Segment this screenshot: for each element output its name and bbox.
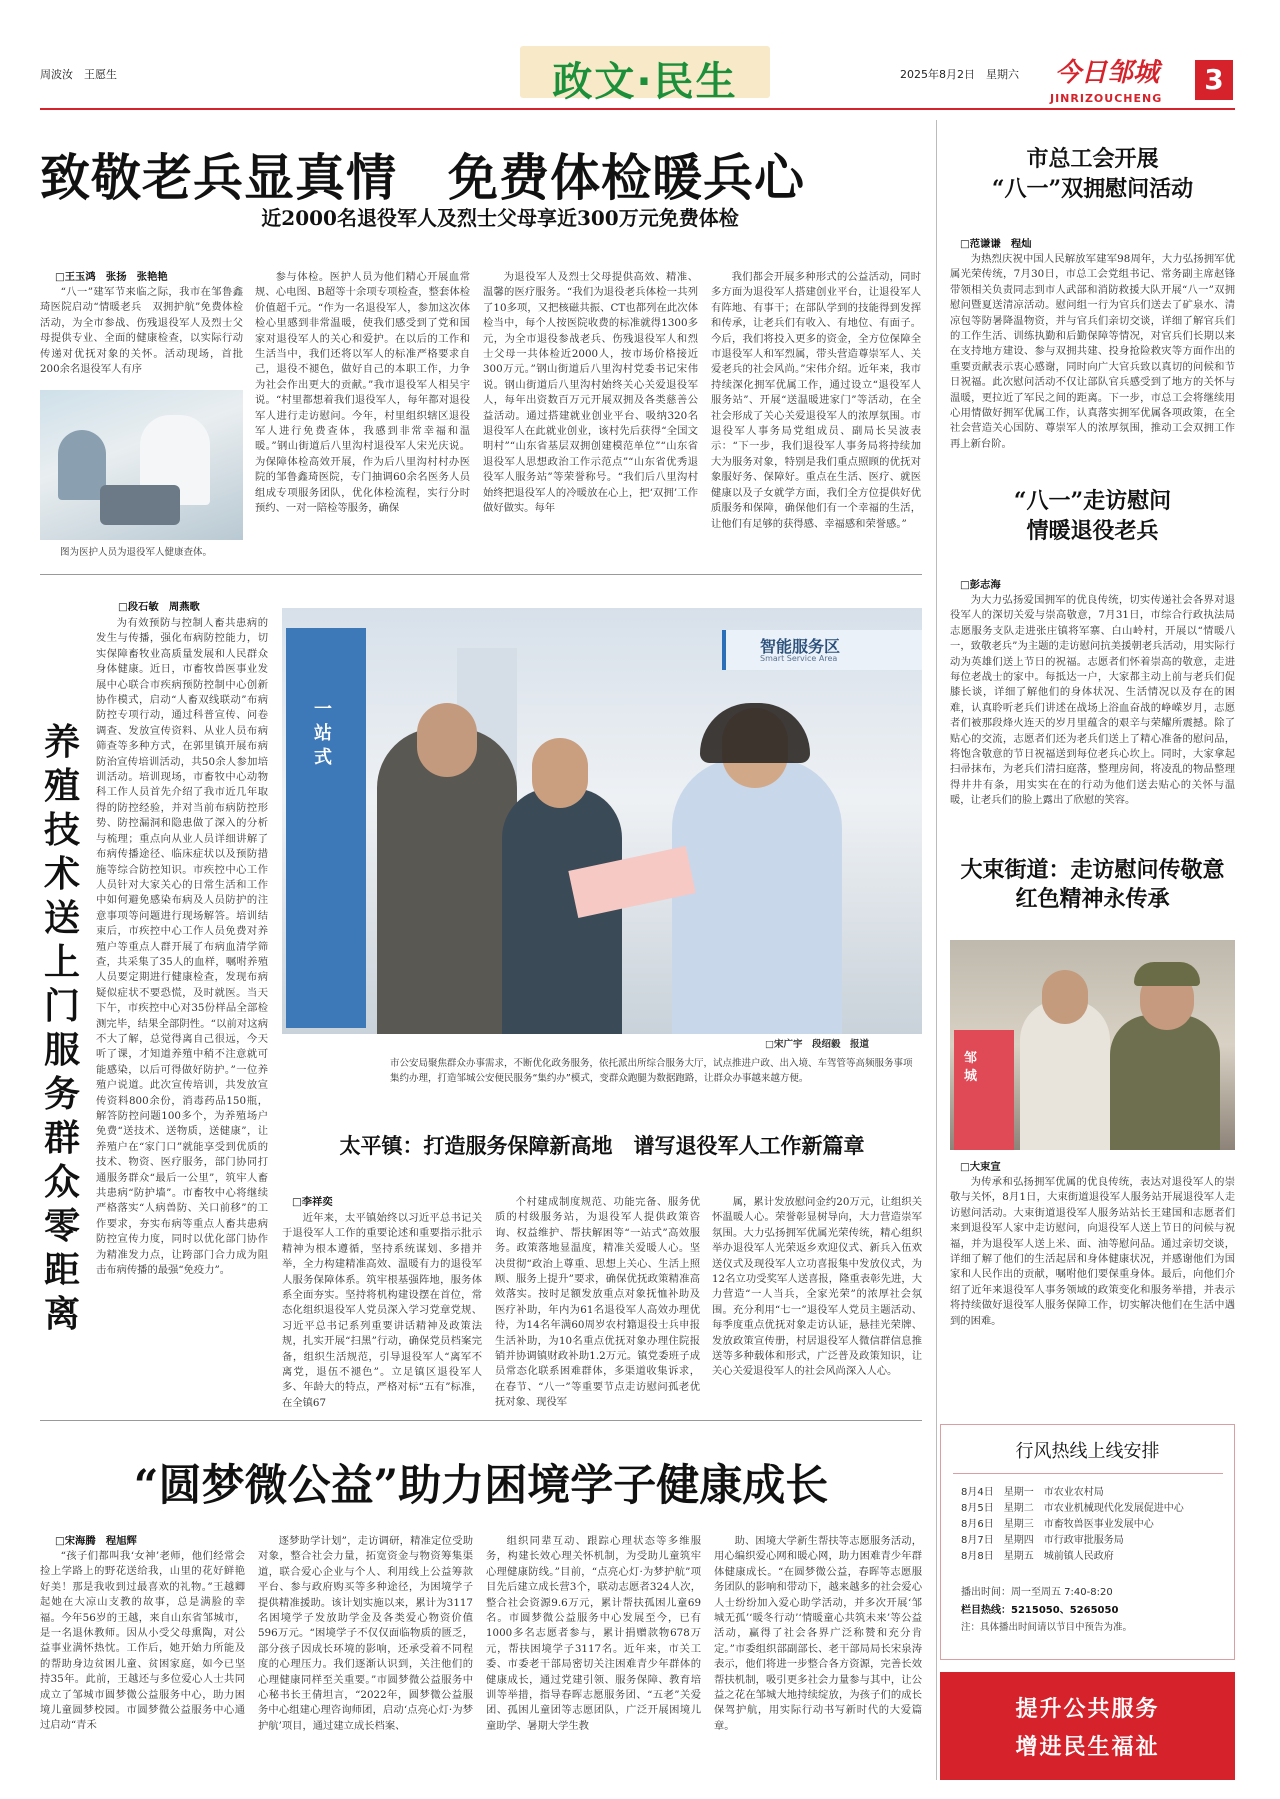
visit-byline: □彭志海 [960, 579, 1001, 591]
mid-rule [40, 1420, 922, 1421]
main-photo [282, 608, 922, 1034]
dadong-byline: □大束宣 [960, 1161, 1001, 1173]
taiping-headline: 太平镇：打造服务保障新高地 谱写退役军人工作新篇章 [339, 1133, 865, 1158]
union-headline-line1: 市总工会开展 [1026, 146, 1159, 172]
union-byline: □范谦谦 程灿 [960, 238, 1032, 250]
dream-column-3: 组织同辈互动、跟踪心理状态等多维服务，构建长效心理关怀机制，为受助儿童筑牢心理健康防线。”目前，“点亮心灯·为梦护航”项目先后建立成长营3个，联动志愿者324人次，整合社会资源9.6万元，累计帮扶孤困儿童69名。市圆梦微公益服务中心发展至今，已有1000多名志愿者参与，累计捐赠款物678万元，帮扶困境学子3117名。近年来，市关工委、市委老干部局密切关注困难青少年群体的健康成长，通过党建引领、服务保障、教育培训等举措，指导春晖志愿服务团、“五老”关爱团、孤困儿童团等志愿团队，广泛开展困境儿童助学、暑期大学生教 [486, 1535, 701, 1732]
officer [672, 758, 842, 1034]
lead-column-4: 我们都会开展多种形式的公益活动，同时多方面为退役军人搭建创业平台，让退役军人有阵地、有事干；在部队学到的技能得到发挥和传承，让老兵们有收入、有地位、有面子。今后，我们将投入更多的资金，全方位保障全市退役军人和军烈属，带头营造尊崇军人、关爱老兵的社会风尚。”宋伟介绍。近年来，我市持续深化拥军优属工作，通过设立“退役军人服务站”、开展“送温暖进家门”等活动，在全社会形成了关心关爱退役军人的浓厚氛围。市退役军人事务局党组成员、副局长吴波表示：“下一步，我们退役军人事务局将持续加大为服务对象，特别是我们重点照顾的优抚对象服好务、保障好。重点在生活、医疗、就医健康以及子女就学方面，我们全方位提供好优质服务和保障，确保他们有一个幸福的生活，让他们有足够的获得感、幸福感和荣誉感。” [711, 271, 921, 530]
lead-column-3: 为退役军人及烈士父母提供高效、精准、温馨的医疗服务。“我们为退役老兵体检一共列了10多项，又把核磁共振、CT也都列在此次体检当中，每个人按医院收费的标准就得1300多元，为全市退役参战老兵、伤残退役军人和烈士父母一共体检近2000人，按市场价格接近300万元。”钢山街道后八里沟村党委书记宋伟说。钢山街道后八里沟村始终关心关爱退役军人，每年出资数百万元开展双拥及各类慈善公益活动。通过搭建就业创业平台、吸纳320名退役军人在此就业创业，该村先后获得“全国文明村”“山东省基层双拥创建模范单位”“山东省退役军人思想政治工作示范点”“山东省优秀退役军人服务站”等荣誉称号。“我们后八里沟村始终把退役军人的冷暖放在心上，把‘双拥’工作做好做实。每年 [483, 271, 698, 515]
veteran [1110, 1015, 1220, 1150]
lead-photo [40, 390, 243, 540]
taiping-column-1: 近年来，太平镇始终以习近平总书记关于退役军人工作的重要论述和重要指示批示精神为根本遵循，坚持系统谋划、多措并举，全力构建精准高效、温暖有力的退役军人服务保障体系。筑牢根基强阵地，服务体系全面夯实。坚持将机构建设摆在首位，常态化组织退役军人党员深入学习党章党规、习近平总书记系列重要讲话精神及政策法规，扎实开展“扫黑”行动，确保党员档案完备，组织生活规范，引导退役军人“离军不离党，退伍不褪色”。立足镇区退役军人多、年龄大的特点，严格对标“五有”标准，在全镇67 [282, 1212, 482, 1409]
hotline-schedule [961, 1485, 1226, 1565]
lead-byline: □王玉鸿 张扬 张艳艳 [55, 271, 168, 283]
banner-stand: 邹城 [954, 1030, 1014, 1150]
service-area-sign: 智能服务区 Smart Service Area [722, 630, 922, 670]
lead-bottom-rule [40, 574, 922, 575]
breed-body: 为有效预防与控制人畜共患病的发生与传播，强化布病防控能力，切实保障畜牧业高质量发展和人民群众身体健康。近日，市畜牧兽医事业发展中心联合市疾病预防控制中心创新协作模式，启动“人畜双线联动”布病防控专项行动，通过科普宣传、问卷调查、发放宣传资料、从业人员布病筛查等多种方式，在郭里镇开展布病防治宣传培训活动，共50余人参加培训活动。培训现场，市畜牧中心动物科工作人员首先介绍了我市近几年取得的防控经验，并对当前布病防控形势、防控漏洞和隐患做了深入的分析与梳理；重点向从业人员详细讲解了布病传播途径、临床症状以及预防措施等综合防控知识。市疾控中心工作人员针对大家关心的日常生活和工作中如何避免感染布病及人员防护的注意事项等问题进行现场解答。培训结束后，市疾控中心工作人员免费对养殖户等重点人群开展了布病血清学筛查，共采集了35人的血样，嘱咐养殖人员要定期进行健康检查，发现布病疑似症状不要恐慌，及时就医。当天下午，市疾控中心对35份样品全部检测完毕，结果全部阴性。“以前对这病不大了解，总觉得离自己很远，今天听了课，才知道养殖中稍不注意就可能感染，以后可得做好防护。”一位养殖户说道。此次宣传培训，共发放宣传资料800余份，消毒药品150瓶，解答防控问题100多个，为养殖场户免费“送技术、送物质，送健康”，让养殖户在“家门口”就能享受到优质的技术、物资、医疗服务，部门协同打通服务群众“最后一公里”，筑牢人畜共患病“防护墙”。市畜牧中心将继续严格落实“人病兽防、关口前移”的工作要求，夯实布病等重点人畜共患病防控宣传力度，同时以优化部门协作为精准发力点，让跨部门合力成为阻击布病传播的最强“免疫力”。 [96, 617, 268, 1277]
hotline-phone: 栏目热线：5215050、5265050 [961, 1605, 1119, 1616]
dadong-headline-line2: 红色精神永传承 [1015, 886, 1170, 912]
masthead [0, 0, 1280, 110]
dadong-photo [950, 940, 1235, 1150]
lead-subheadline: 近2000名退役军人及烈士父母享近300万元免费体检 [261, 206, 739, 230]
page-number: 3 [1195, 60, 1233, 100]
taiping-byline: □李祥奕 [292, 1196, 333, 1208]
lead-photo-caption: 图为医护人员为退役军人健康查体。 [60, 547, 213, 558]
service-booth: 一站式 [286, 628, 366, 1028]
visit-headline-line2: 情暖退役老兵 [1026, 518, 1159, 544]
schedule-row: 8月6日 星期三 市畜牧兽医事业发展中心 [961, 1519, 1154, 1530]
schedule-row: 8月4日 星期一 市农业农村局 [961, 1487, 1104, 1498]
breed-headline: 养殖技术送上门 服务群众零距离 [43, 721, 117, 1335]
union-body: 为热烈庆祝中国人民解放军建军98周年，大力弘扬拥军优属光荣传统，7月30日，市总工会党组书记、常务副主席赵锋带领相关负责同志到市人武部和消防救援大队开展“八一”双拥慰问暨夏送清凉活动。慰问组一行为官兵们送去了矿泉水、清凉包等防暑降温物资，并与官兵们亲切交谈，详细了解官兵们的工作生活、训练执勤和后勤保障等情况，对官兵们长期以来在支持地方建设、参与双拥共建、投身抢险救灾等方面作出的重要贡献表示衷心感谢，同时向广大官兵致以真切的问候和节日祝福。此次慰问活动不仅让部队官兵感受到了地方的关怀与温暖，更拉近了军民之间的距离。下一步，市总工会将继续用心用情做好拥军优属工作，认真落实拥军优属各项政策，在全社会营造关心国防、尊崇军人的浓厚氛围，推动工会双拥工作再上新台阶。 [950, 253, 1235, 450]
dream-byline: □宋海腾 程旭辉 [55, 1535, 137, 1547]
hotline-title: 行风热线上线安排 [1015, 1441, 1160, 1462]
schedule-row: 8月7日 星期四 市行政审批服务局 [961, 1535, 1124, 1546]
lead-column-1: “八一”建军节来临之际，我市在邹鲁鑫琦医院启动“情暖老兵 双拥护航”免费体检活动，为全市参战、伤残退役军人及烈士父母提供专业、全面的健康检查，以实际行动传递对优抚对象的关怀。活动现场，首批200余名退役军人有序 [40, 286, 243, 376]
hotline-note: 注：具体播出时间请以节目中预告为准。 [961, 1622, 1133, 1633]
lead-headline: 致敬老兵显真情 免费体检暖兵心 [40, 148, 805, 207]
breed-byline: □段石敏 周燕歌 [118, 601, 200, 613]
right-column-divider [936, 120, 937, 1780]
paper-name: 今日邹城 [1055, 58, 1160, 88]
dadong-body: 为传承和弘扬拥军优属的优良传统，表达对退役军人的崇敬与关怀，8月1日，大束街道退役军人服务站开展退役军人走访慰问活动。大束街道退役军人服务站站长王建国和志愿者们来到退役军人家中走访慰问，向退役军人送上节日的问候与祝福，并为退役军人送上米、面、油等慰问品。通过亲切交谈，详细了解了他们的生活起居和身体健康状况，并感谢他们为国家和人民作出的贡献，嘱咐他们要保重身体。最后，向他们介绍了近年来退役军人事务领域的政策变化和服务举措，并表示将持续做好退役军人服务保障工作，切实解决他们在生活中遇到的困难。 [950, 1176, 1235, 1327]
union-headline-line2: “八一”双拥慰问活动 [991, 176, 1194, 202]
slogan-line-2: 增进民生福祉 [1015, 1735, 1160, 1760]
main-photo-caption: 市公安局聚焦群众办事需求，不断优化政务服务，依托派出所综合服务大厅，试点推进户政、出入境、车驾管等高频服务事项集约办理，打造邹城公安便民服务“集约办”模式，变群众跑腿为数据跑路，让群众办事越来越方便。 [390, 1058, 913, 1084]
hotline-box [940, 1424, 1235, 1660]
schedule-row: 8月5日 星期二 市农业机械现代化发展促进中心 [961, 1503, 1184, 1514]
visit-headline-line1: “八一”走访慰问 [1013, 488, 1172, 514]
dream-column-2: 逐梦助学计划”，走访调研，精准定位受助对象，整合社会力量，拓宽资金与物资筹集渠道，联合爱心企业与个人、利用线上公益筹款平台、参与政府购买等多种途径，为困境学子提供精准援助。该计划实施以来，累计为3117名困境学子发放助学金及各类爱心物资价值596万元。“困境学子不仅仅面临物质的匮乏，部分孩子因成长环境的影响，还承受着不同程度的心理压力。我们逐渐认识到，关注他们的心理健康同样至关重要。”市圆梦微公益服务中心秘书长王倩坦言，“2022年，圆梦微公益服务中心组建心理咨询师团，启动‘点亮心灯·为梦护航’项目，通过建立成长档案、 [258, 1535, 473, 1732]
slogan-line-1: 提升公共服务 [1015, 1697, 1160, 1722]
taiping-column-3: 属，累计发放慰问金约20万元，让组织关怀温暖人心。荣誉彰显树导向，大力营造崇军氛围。大力弘扬拥军优属光荣传统，精心组织举办退役军人光荣返乡欢迎仪式、新兵入伍欢送仪式及现役军人立功喜报集中发放仪式，为12名立功受奖军人送喜报，隆重表彰先进，大力营造“一人当兵，全家光荣”的浓厚社会氛围。充分利用“七一”退役军人党员主题活动、每季度重点优抚对象走访认证，悬挂光荣牌、发放政策宣传册，村居退役军人微信群信息推送等多种载体和形式，广泛普及政策知识，让关心关爱退役军人的社会风尚深入人心。 [712, 1196, 922, 1378]
editors: 周波汝 王愿生 [40, 68, 117, 81]
taiping-column-2: 个村建成制度规范、功能完备、服务优质的村级服务站，为退役军人提供政策咨询、权益维护、帮扶解困等“一站式”高效服务。政策落地显温度，精准关爱暖人心。坚决贯彻“政治上尊重、思想上关心、生活上照顾、服务上提升”要求，确保优抚政策精准高效落实。按时足额发放重点对象抚恤补助及医疗补助，年内为61名退役军人高效办理优待，为14名年满60周岁农村籍退役士兵申报生活补助，为10名重点优抚对象办理住院报销并协调镇财政补助1.2万元。镇党委班子成员常态化联系困难群体，多渠道收集诉求，在春节、“八一”等重要节点走访慰问孤老优抚对象、现役军 [495, 1196, 700, 1409]
dream-column-4: 助、困境大学新生帮扶等志愿服务活动，用心编织爱心网和暖心网，助力困难青少年群体健康成长。“在圆梦微公益，春晖等志愿服务团队的影响和带动下，越来越多的社会爱心人士纷纷加入爱心助学活动，并多次开展‘邹城无孤’‘暖冬行动’‘情暖童心共筑未来’等公益活动，赢得了社会各界广泛称赞和充分肯定。”市委组织部副部长、老干部局局长宋泉涛表示，他们将进一步整合各方资源，完善长效帮扶机制，吸引更多社会力量参与其中，让公益之花在邹城大地持续绽放，为孩子们的成长保驾护航，用实际行动书写新时代的大爱篇章。 [714, 1535, 922, 1732]
dadong-headline-line1: 大束街道：走访慰问传敬意 [960, 857, 1225, 883]
paper-pinyin: JINRIZOUCHENG [1050, 92, 1163, 105]
section-title: 政文·民生 [552, 59, 738, 105]
masthead-rule [40, 108, 1235, 110]
schedule-row: 8月8日 星期五 城前镇人民政府 [961, 1551, 1114, 1562]
lead-column-2: 参与体检。医护人员为他们精心开展血常规、心电图、B超等十余项专项检查，整套体检价值超千元。“作为一名退役军人，参加这次体检心里感到非常温暖，使我们感受到了党和国家对退役军人的关心和爱护。在以后的工作和生活当中，我们还将以军人的标准严格要求自己，退役不褪色，做好自己的本职工作，力争为社会作出更大的贡献。”我市退役军人相吴宇说。“村里都想着我们退役军人，每年都对退役军人进行走访慰问。今年，村里组织辖区退役军人进行免费查体，我感到非常幸福和温暖。”钢山街道后八里沟村退役军人宋光庆说。为保障体检高效开展，作为后八里沟村村办医院的邹鲁鑫琦医院，专门抽调60余名医务人员组成专项服务团队，优化体检流程，实行分时预约、一对一陪检等服务，确保 [255, 271, 470, 515]
visit-body: 为大力弘扬爱国拥军的优良传统，切实传递社会各界对退役军人的深切关爱与崇高敬意，7月31日，市综合行政执法局志愿服务支队走进张庄镇将军寨、白山岭村，开展以“情暖八一，致敬老兵”为主题的走访慰问抗美援朝老兵活动，用实际行动为英雄们送上节日的祝福。志愿者们怀着崇高的敬意，走进每位老战士的家中。每抵达一户，大家都主动上前与老兵们促膝长谈，详细了解他们的身体状况、生活情况以及存在的困难，认真聆听老兵们讲述在战场上浴血奋战的峥嵘岁月，志愿者们被那段烽火连天的岁月里蕴含的艰辛与荣耀所震撼。除了贴心的交流，志愿者们还为老兵们送上了精心准备的慰问品，将饱含敬意的节日祝福送到每位老兵心坎上。同时，大家拿起扫帚抹布，为老兵们清扫庭落，整理房间，将凌乱的物品整理得井井有条，用实实在在的行动为他们送去贴心的关怀与温暖，让老兵们的脸上露出了欣慰的笑容。 [950, 594, 1235, 807]
dream-column-1: “孩子们都叫我‘女神’老师，他们经常会捡上学路上的野花送给我，山里的花好鲜艳好美！那是我收到过最喜欢的礼物。”王越卿起她在大凉山支教的故事，总是满脸的幸福。今年56岁的王越，来自山东省邹城市，是一名退休教师。因从小受父母熏陶，对公益事业满怀热忱。工作后，她开始力所能及的帮助身边贫困儿童、贫困家庭，如今已坚持35年。此前，王越还与多位爱心人士共同成立了邹城市圆梦微公益服务中心，助力困境儿童圆梦校园。市圆梦微公益服务中心通过启动“青禾 [40, 1550, 245, 1732]
slogan-block [940, 1672, 1235, 1780]
main-photo-credit: □宋广宇 段绍毅 报道 [765, 1039, 869, 1050]
issue-date: 2025年8月2日 星期六 [900, 68, 1019, 81]
dream-headline: “圆梦微公益”助力困境学子健康成长 [133, 1461, 829, 1511]
hotline-time: 播出时间：周一至周五 7:40-8:20 [961, 1587, 1113, 1598]
